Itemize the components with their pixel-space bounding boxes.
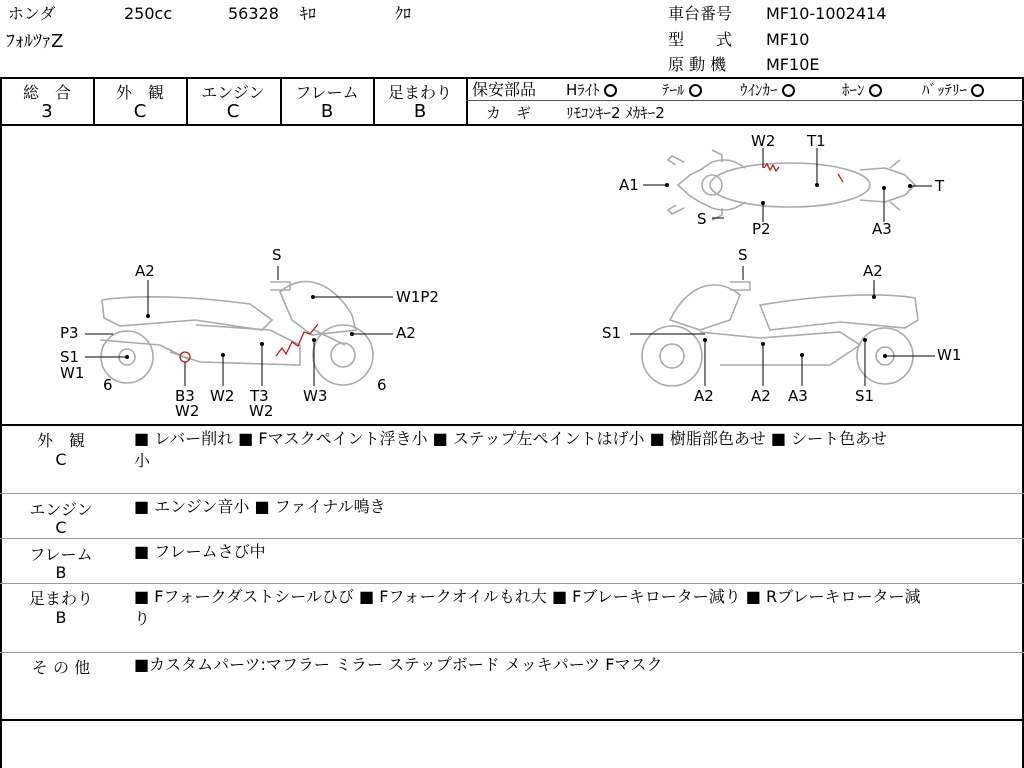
displacement: 250cc [124,4,173,23]
section-label: フレーム [29,545,93,564]
engine-value: MF10E [766,55,820,74]
section-items-line: り [134,609,151,628]
section-label: エンジン [29,500,93,519]
divider [0,77,1024,79]
label-left-p3: P3 [60,324,79,342]
label-left-w2: W2 [210,387,235,405]
chassis-value: MF10-1002414 [766,4,887,23]
label-right-s: S [738,246,748,264]
model-name: ﾌｫﾙﾂｧZ [6,31,64,52]
ok-circle-icon [869,84,882,97]
safety-item-battery: ﾊﾞｯﾃﾘｰ [922,80,984,100]
maker: ホンダ [8,4,56,23]
section-items-line: ■ エンジン音小 ■ ファイナル鳴き [134,497,386,516]
ok-circle-icon [604,84,617,97]
key-label: カ ギ [486,104,532,122]
section-grade: B [55,563,67,582]
divider [0,493,1024,494]
divider [0,652,1024,653]
label-right-a2-a: A2 [694,387,714,405]
chassis-label: 車台番号 [668,4,733,23]
callout-dots [125,183,912,359]
mileage-unit: ｷﾛ [300,4,317,23]
section-items-line: ■ フレームさび中 [134,542,266,561]
section-items-line: 小 [134,451,151,470]
label-left-a2: A2 [135,262,155,280]
engine-label: 原 動 機 [668,55,727,74]
ok-circle-icon [689,84,702,97]
grade-value-engine: C [226,101,240,122]
label-top-p2: P2 [752,220,771,238]
label-right-a3: A3 [788,387,808,405]
section-items-line: ■ レバー削れ ■ Fマスクペイント浮き小 ■ ステップ左ペイントはげ小 ■ 樹脂部色あせ ■ シート色あせ [134,429,888,448]
grade-value-frame: B [320,101,334,122]
label-left-b3: B3 [175,387,195,405]
divider [0,583,1024,584]
safety-item-horn: ﾎｰﾝ [842,80,882,100]
label-left-w1: W1 [60,364,85,382]
safety-item-tail: ﾃｰﾙ [662,80,702,100]
grade-label-overall: 総 合 [22,83,71,102]
label-right-s1-b: S1 [855,387,875,405]
grade-label-engine: エンジン [201,83,265,102]
section-label: 外 観 [36,431,85,450]
label-left-w3: W3 [303,387,328,405]
ok-circle-icon [782,84,795,97]
label-left-s1: S1 [60,348,80,366]
key-value: ﾘﾓｺﾝｷｰ2 ﾒｶｷｰ2 [566,104,665,122]
label-top-w2: W2 [751,132,776,150]
label-top-a1: A1 [619,176,639,194]
divider [0,424,1024,426]
grade-label-suspension: 足まわり [387,83,452,102]
label-left-6-rear: 6 [103,376,113,394]
label-left-s: S [272,246,282,264]
safety-label: 保安部品 [472,80,537,99]
label-top-t: T [935,177,945,195]
section-grade: C [55,450,67,469]
divider [466,100,1024,101]
color: ｸﾛ [395,4,412,23]
label-left-a2-front: A2 [396,324,416,342]
label-top-t1: T1 [807,132,826,150]
section-items-line: ■カスタムパーツ:マフラー ミラー ステップボード メッキパーツ Fマスク [134,655,663,674]
grade-label-exterior: 外 観 [115,83,164,102]
label-right-a2-b: A2 [751,387,771,405]
callout-lines [85,148,935,386]
label-top-a3: A3 [872,220,892,238]
label-left-6-front: 6 [377,376,387,394]
safety-item-headlight: Hﾗｲﾄ [566,80,617,100]
label-right-a2: A2 [863,262,883,280]
section-items [134,541,1014,563]
mileage: 56328 [228,4,279,23]
safety-item-winker: ｳｲﾝｶｰ [740,80,795,100]
label-left-w2-c: W2 [249,402,274,420]
label-right-s1: S1 [602,324,622,342]
section-items-line: ■ Fフォークダストシールひび ■ Fフォークオイルもれ大 ■ Fブレーキローター減り ■ Rブレーキローター減 [134,587,921,606]
type-value: MF10 [766,30,810,49]
section-items [134,586,1014,630]
grade-value-suspension: B [413,101,427,122]
grade-value-exterior: C [133,101,147,122]
label-left-w1p2: W1P2 [396,288,439,306]
section-label: そ の 他 [31,658,91,677]
label-left-w2-b: W2 [175,402,200,420]
type-label: 型 式 [668,30,733,49]
divider [0,538,1024,539]
label-left-t3: T3 [250,387,269,405]
label-right-w1: W1 [937,346,962,364]
ok-circle-icon [971,84,984,97]
section-items [134,654,1014,676]
grade-value-overall: 3 [41,101,53,122]
label-top-s: S [697,210,707,228]
divider [0,719,1024,721]
section-label: 足まわり [28,589,93,608]
section-items [134,428,1014,472]
section-grade: C [55,518,67,537]
grade-label-frame: フレーム [295,83,359,102]
section-items [134,496,1014,518]
section-grade: B [55,608,67,627]
